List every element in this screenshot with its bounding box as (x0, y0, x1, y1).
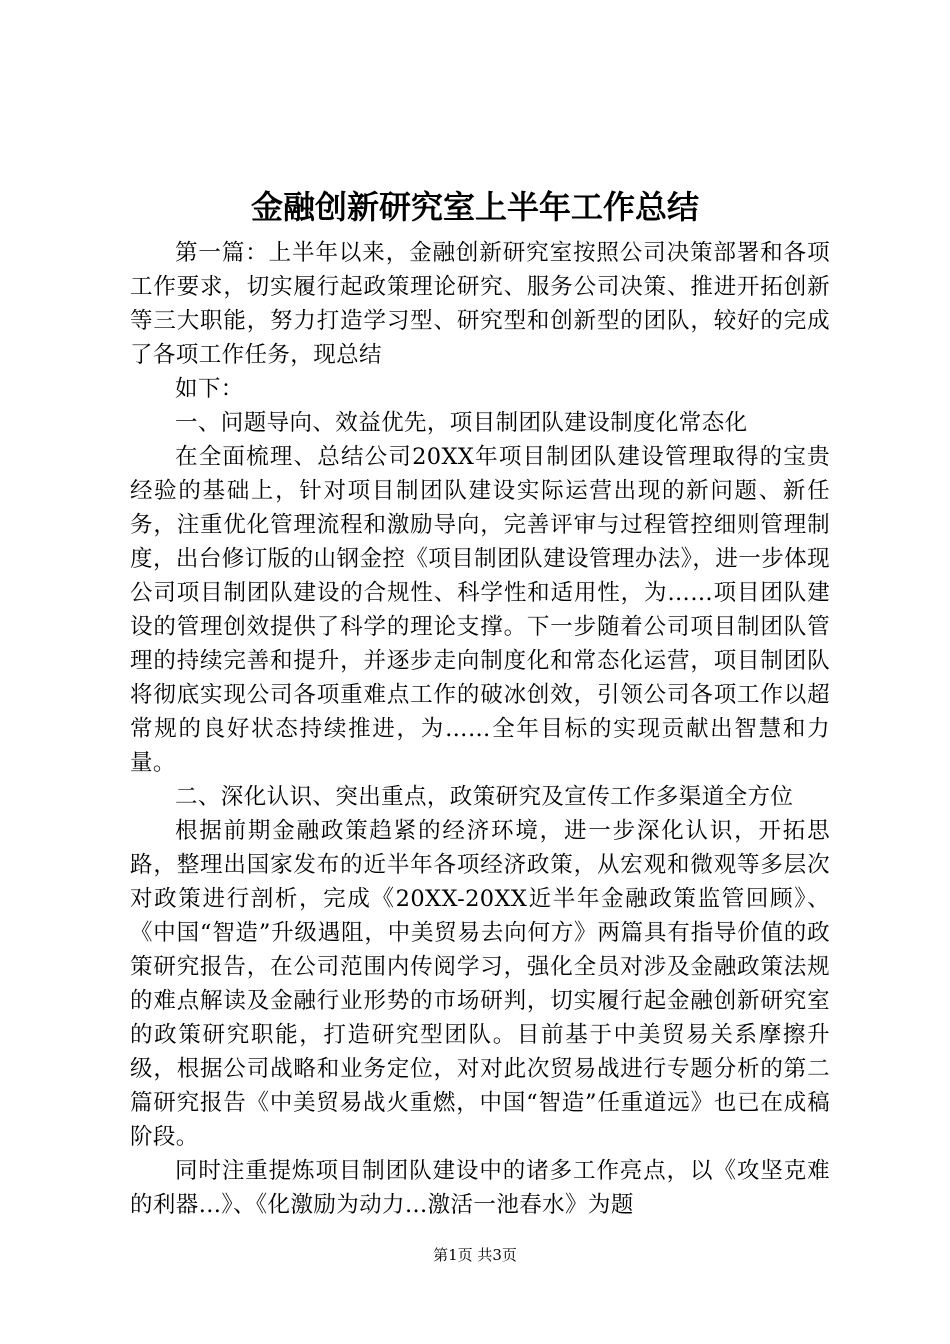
paragraph-as-follows: 如下： (175, 376, 244, 402)
paragraph-section-2-continued: 同时注重提炼项目制团队建设中的诸多工作亮点，以《攻坚克难的利器...》、《化激励为动力...激活一池春水》为题 (130, 1158, 830, 1218)
paragraph-section-1: 在全面梳理、总结公司20XX年项目制团队建设管理取得的宝贵经验的基础上，针对项目制团队建设实际运营出现的新问题、新任务，注重优化管理流程和激励导向，完善评审与过程管控细则管理制度，出台修订版的山钢金控《项目制团队建设管理办法》，进一步体现公司项目制团队建设的合规性、科学性和适用性，为……项目团队建设的管理创效提供了科学的理论支撑。下一步随着公司项目制团队管理的持续完善和提升，并逐步走向制度化和常态化运营，项目制团队将彻底实现公司各项重难点工作的破冰创效，引领公司各项工作以超常规的良好状态持续推进，为……全年目标的实现贡献出智慧和力量。 (130, 444, 830, 776)
document-title: 金融创新研究室上半年工作总结 (250, 188, 699, 226)
document-body (130, 236, 830, 1222)
section-heading-2: 二、深化认识、突出重点，政策研究及宣传工作多渠道全方位 (175, 784, 794, 810)
page-footer: 第1页 共3页 (433, 1246, 517, 1264)
paragraph-section-2: 根据前期金融政策趋紧的经济环境，进一步深化认识，开拓思路，整理出国家发布的近半年各项经济政策，从宏观和微观等多层次对政策进行剖析，完成《20XX-20XX近半年金融政策监管回顾》、《中国“智造”升级遇阻，中美贸易去向何方》两篇具有指导价值的政策研究报告，在公司范围内传阅学习，强化全员对涉及金融政策法规的难点解读及金融行业形势的市场研判，切实履行起金融创新研究室的政策研究职能，打造研究型团队。目前基于中美贸易关系摩擦升级，根据公司战略和业务定位，对对此次贸易战进行专题分析的第二篇研究报告《中美贸易战火重燃，中国“智造”任重道远》也已在成稿阶段。 (130, 818, 830, 1150)
section-heading-1: 一、问题导向、效益优先，项目制团队建设制度化常态化 (175, 410, 748, 436)
paragraph-intro: 第一篇：上半年以来，金融创新研究室按照公司决策部署和各项工作要求，切实履行起政策理论研究、服务公司决策、推进开拓创新等三大职能，努力打造学习型、研究型和创新型的团队，较好的完成了各项工作任务，现总结 (130, 240, 830, 368)
